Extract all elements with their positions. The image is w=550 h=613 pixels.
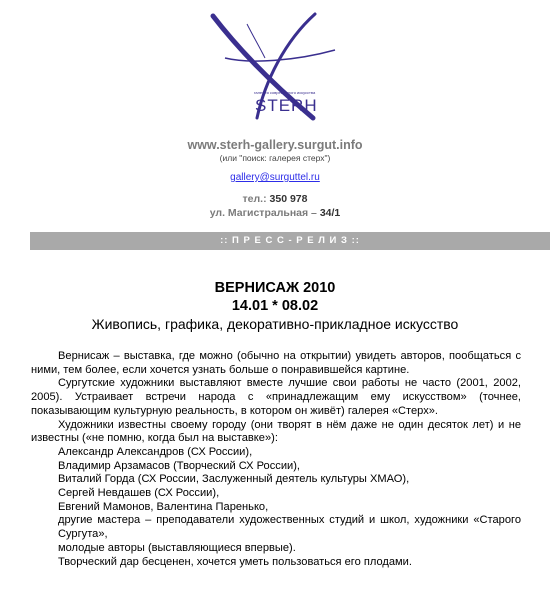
paragraph-2: Сургутские художники выставляют вместе лучшие свои работы не часто (2001, 2002, 2005). Устраивает встречи народа с «принадлежащим ему искусством» (точнее, показывающим культурную реальность, в котором он живёт) галерея «Стерх».	[31, 377, 521, 417]
artist-item: другие мастера – преподаватели художественных студий и школ, художники «Старого Сургута»,	[58, 514, 521, 541]
artist-item: Александр Александров (СХ России),	[58, 445, 253, 458]
site-url[interactable]: www.sterh-gallery.surgut.info	[187, 138, 363, 152]
site-search-note: (или "поиск: галерея стерх")	[219, 153, 331, 163]
paragraph-3: Художники известны своему городу (они творят в нём даже не один десяток лет) и не известны («не помню, когда был на выставке»):	[31, 418, 521, 445]
press-release-bar: :: П Р Е С С - Р Е Л И З ::	[30, 232, 550, 250]
phone-line	[0, 193, 550, 205]
artist-item: Владимир Арзамасов (Творческий СХ России),	[58, 459, 300, 472]
address-line	[0, 207, 550, 219]
exhibition-subtitle: Живопись, графика, декоративно-прикладное искусство	[91, 316, 459, 332]
paragraph-1: Вернисаж – выставка, где можно (обычно на открытии) увидеть авторов, пообщаться с ними, тем более, если хочется узнать больше о понравившейся картине.	[31, 350, 521, 376]
artist-item: молодые авторы (выставляющиеся впервые).	[58, 541, 296, 554]
artist-item: Сергей Невдашев (СХ России),	[58, 487, 220, 500]
artist-item: Евгений Мамонов, Валентина Паренько,	[58, 500, 269, 513]
email-link[interactable]: gallery@surguttel.ru	[230, 172, 320, 183]
phone-label: тел.:	[242, 193, 267, 205]
artist-list	[31, 446, 521, 556]
email-link-wrap	[0, 172, 550, 183]
exhibition-title: ВЕРНИСАЖ 2010	[214, 280, 336, 296]
press-release-body	[31, 350, 521, 569]
address-label: ул. Магистральная –	[209, 207, 317, 219]
logo-subtitle: галерея современного искусства	[254, 90, 316, 95]
exhibition-dates: 14.01 * 08.02	[231, 298, 319, 314]
logo-name: STERH	[255, 96, 318, 115]
closing-paragraph: Творческий дар бесценен, хочется уметь пользоваться его плодами.	[58, 555, 412, 568]
artist-item: Виталий Горда (СХ России, Заслуженный деятель культуры ХМАО),	[58, 473, 410, 486]
phone-number: 350 978	[269, 193, 308, 205]
address-number: 34/1	[319, 207, 341, 219]
